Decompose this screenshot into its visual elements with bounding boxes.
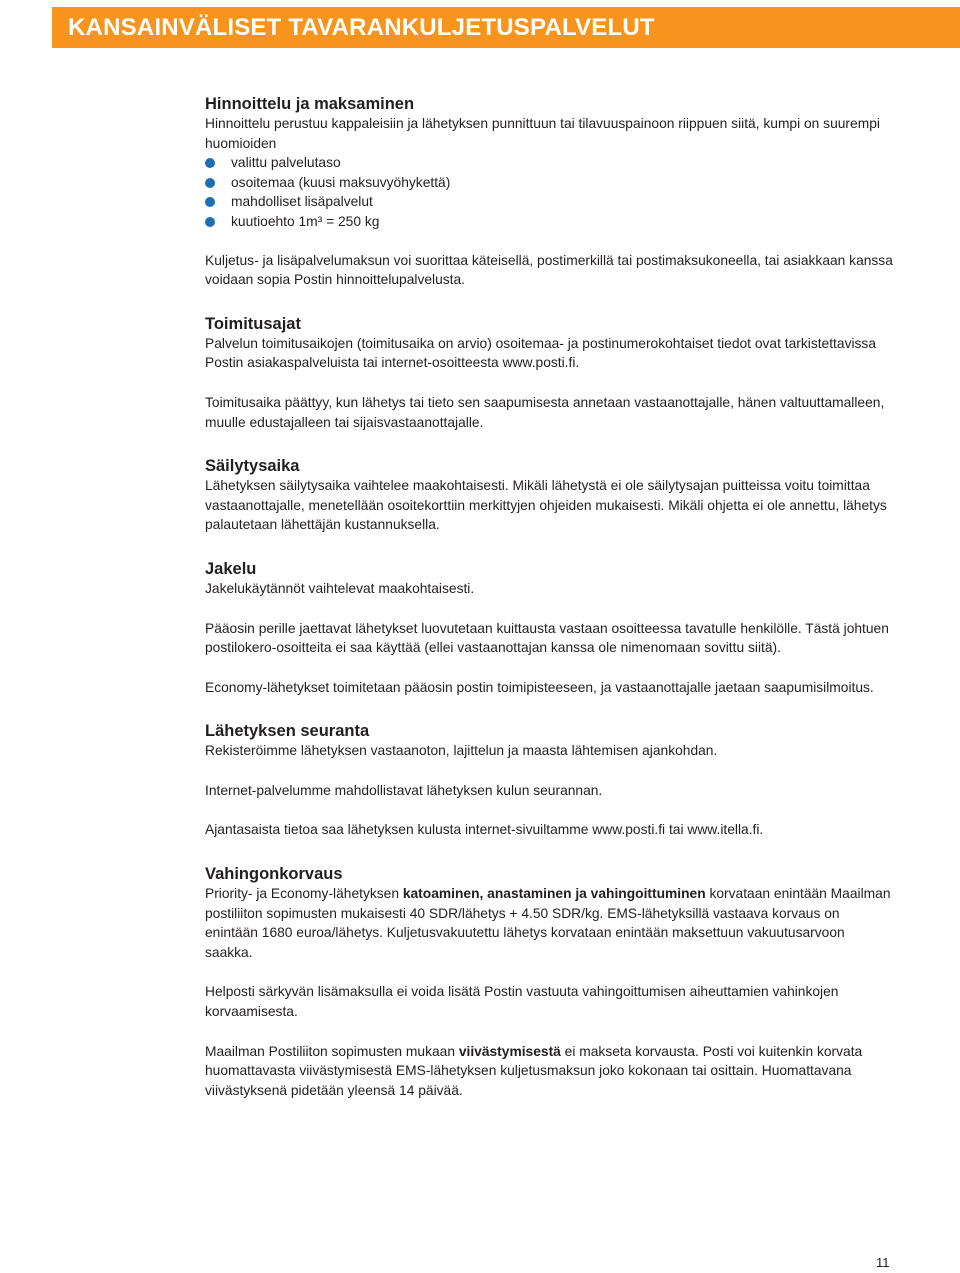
list-item xyxy=(205,192,895,212)
text-run: ei makseta korvausta. Posti voi kuitenkin korvata huomattavasta viivästymisestä EMS-lähetyksen kuljetusmaksun joko kokonaan tai osittain. Huomattavana viivästyksenä pidetään yleensä 14 päivää. xyxy=(205,1043,863,1098)
section-seuranta xyxy=(205,721,895,840)
bullet-list xyxy=(205,153,895,231)
section-jakelu xyxy=(205,559,895,697)
section-heading: Jakelu xyxy=(205,559,257,578)
text-run: Maailman Postiliiton sopimusten mukaan xyxy=(205,1043,459,1059)
list-item-label: osoitemaa (kuusi maksuvyöhykettä) xyxy=(231,174,451,190)
section-toimitusajat xyxy=(205,314,895,432)
section-sailytysaika xyxy=(205,456,895,535)
paragraph: Ajantasaista tietoa saa lähetyksen kulusta internet-sivuiltamme www.posti.fi tai www.itella.fi. xyxy=(205,822,764,838)
bullet-icon xyxy=(205,197,215,207)
list-item-label: valittu palvelutaso xyxy=(231,155,341,171)
paragraph xyxy=(205,884,895,962)
section-heading: Toimitusajat xyxy=(205,314,301,333)
list-item xyxy=(205,173,895,193)
text-run: korvataan enintään Maailman postiliiton sopimusten mukaisesti 40 SDR/lähetys + 4.50 SDR/kg. EMS-lähetyksillä vastaava korvaus on enintään 1680 euroa/lähetys. Kuljetusvakuutettu lähetys korvataan enintään maksettuun vakuutusarvoon saakka. xyxy=(205,886,891,960)
section-heading: Vahingonkorvaus xyxy=(205,865,343,884)
paragraph: Pääosin perille jaettavat lähetykset luovutetaan kuittausta vastaan osoitteessa tavatulle henkilölle. Tästä johtuen postilokero-osoitteita ei saa käyttää (ellei vastaanottajan kanssa ole nimenomaan sovittu siitä). xyxy=(205,620,889,656)
paragraph: Helposti särkyvän lisämaksulla ei voida lisätä Postin vastuuta vahingoittumisen aiheuttamien vahinkojen korvaamisesta. xyxy=(205,984,839,1020)
section-heading: Säilytysaika xyxy=(205,457,300,476)
paragraph: Lähetyksen säilytysaika vaihtelee maakohtaisesti. Mikäli lähetystä ei ole säilytysajan puitteissa voitu toimittaa vastaanottajalle, menetellään osoitekorttiin merkittyjen ohjeiden mukaisesti. Mikäli ohjetta ei ole annettu, lähetys palautetaan lähettäjän kustannuksella. xyxy=(205,478,887,533)
section-heading: Lähetyksen seuranta xyxy=(205,722,370,741)
paragraph: Kuljetus- ja lisäpalvelumaksun voi suorittaa käteisellä, postimerkillä tai postimaksukoneella, tai asiakkaan kanssa voidaan sopia Postin hinnoittelupalvelusta. xyxy=(205,252,893,288)
paragraph xyxy=(205,1042,895,1101)
bullet-icon xyxy=(205,158,215,168)
paragraph: Jakelukäytännöt vaihtelevat maakohtaisesti. xyxy=(205,580,475,596)
bullet-icon xyxy=(205,217,215,227)
header-banner xyxy=(52,7,960,48)
main-content xyxy=(205,94,895,1100)
section-hinnoittelu xyxy=(205,94,895,290)
page-title: KANSAINVÄLISET TAVARANKULJETUSPALVELUT xyxy=(68,14,655,41)
section-heading: Hinnoittelu ja maksaminen xyxy=(205,95,415,113)
paragraph: Hinnoittelu perustuu kappaleisiin ja lähetyksen punnittuun tai tilavuuspainoon riippuen siitä, kumpi on suurempi huomioiden xyxy=(205,116,880,151)
list-item xyxy=(205,153,895,173)
paragraph: Palvelun toimitusaikojen (toimitusaika on arvio) osoitemaa- ja postinumerokohtaiset tiedot ovat tarkistettavissa Postin asiakaspalveluista tai internet-osoitteesta www.posti.fi. xyxy=(205,335,877,371)
list-item-label: mahdolliset lisäpalvelut xyxy=(231,194,373,210)
list-item xyxy=(205,212,895,232)
page-number: 11 xyxy=(876,1255,890,1270)
section-vahingonkorvaus xyxy=(205,864,895,1100)
text-run: Priority- ja Economy-lähetyksen xyxy=(205,886,403,902)
paragraph: Internet-palvelumme mahdollistavat lähetyksen kulun seurannan. xyxy=(205,782,603,798)
paragraph: Rekisteröimme lähetyksen vastaanoton, lajittelun ja maasta lähtemisen ajankohdan. xyxy=(205,743,718,759)
bullet-icon xyxy=(205,178,215,188)
paragraph: Economy-lähetykset toimitetaan pääosin postin toimipisteeseen, ja vastaanottajalle jaetaan saapumisilmoitus. xyxy=(205,679,874,695)
list-item-label: kuutioehto 1m³ = 250 kg xyxy=(231,213,380,229)
paragraph: Toimitusaika päättyy, kun lähetys tai tieto sen saapumisesta annetaan vastaanottajalle, hänen valtuuttamalleen, muulle edustajalleen tai sijaisvastaanottajalle. xyxy=(205,394,885,430)
emphasis: katoaminen, anastaminen ja vahingoittuminen xyxy=(402,886,706,902)
emphasis: viivästymisestä xyxy=(458,1043,561,1059)
